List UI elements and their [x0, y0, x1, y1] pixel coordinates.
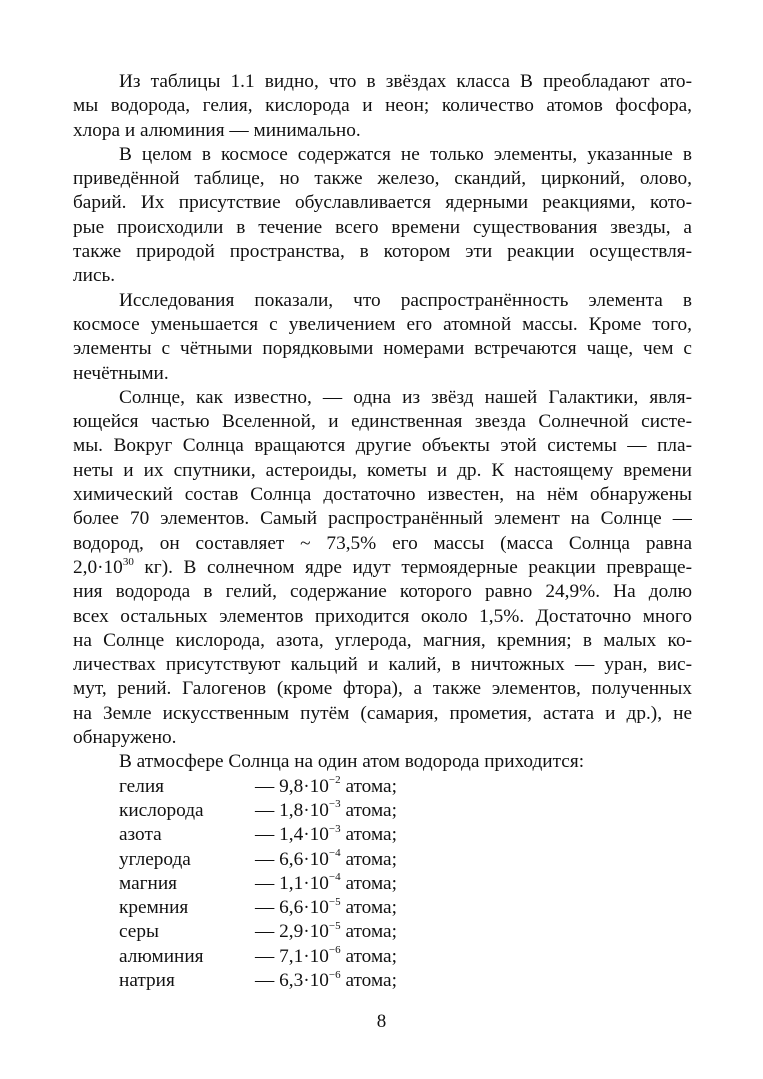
element-value: — $9,8\cdot 10^{-2}$ атома;	[255, 774, 397, 797]
text-line: мы. Вокруг Солнца вращаются другие объекты этой системы — пла-	[73, 435, 692, 457]
element-name: серы	[119, 921, 159, 943]
element-value: — $6,3\cdot 10^{-6}$ атома;	[255, 968, 397, 991]
element-name: алюминия	[119, 945, 204, 967]
text-line: Исследования показали, что распространённость элемента в	[119, 289, 692, 311]
text-line: более 70 элементов. Самый распространённый элемент на Солнце —	[73, 508, 692, 530]
list-item	[73, 799, 692, 823]
element-name: кислорода	[119, 799, 204, 821]
list-item	[73, 969, 692, 993]
element-value: — $1,1\cdot 10^{-4}$ атома;	[255, 871, 397, 894]
paragraph-4	[73, 386, 692, 750]
list-intro: В атмосфере Солнца на один атом водорода приходится:	[119, 751, 585, 773]
text-line: нечётными.	[73, 362, 169, 384]
element-name: натрия	[119, 969, 175, 991]
text-line: всех остальных элементов приходится около 1,5%. Достаточно много	[73, 605, 692, 627]
element-value: — $2,9\cdot 10^{-5}$ атома;	[255, 919, 397, 943]
text-line: барий. Их присутствие обуславливается ядерными реакциями, кото-	[73, 192, 692, 214]
list-item	[73, 872, 692, 896]
mass-exponent: 30	[122, 555, 134, 568]
text-line: В целом в космосе содержатся не только элементы, указанные в	[119, 143, 692, 165]
text-line: также природой пространства, в котором эти реакции осуществля-	[73, 241, 692, 263]
text-line: рые происходили в течение всего времени существования звезды, а	[73, 216, 692, 238]
text-line: мы водорода, гелия, кислорода и неон; количество атомов фосфора,	[73, 95, 692, 117]
mass-base: 2,0·10	[73, 556, 123, 578]
list-item	[73, 896, 692, 920]
list-item	[73, 945, 692, 969]
mass-rest: кг). В солнечном ядре идут термоядерные реакции превраще-	[133, 556, 692, 578]
text-line: Солнце, как известно, — одна из звёзд нашей Галактики, явля-	[119, 386, 692, 408]
text-line: мут, рений. Галогенов (кроме фтора), а также элементов, полученных	[73, 678, 692, 700]
page-text	[73, 70, 692, 993]
paragraph-3	[73, 289, 692, 386]
element-name: магния	[119, 872, 178, 894]
text-line: приведённой таблице, но также железо, скандий, цирконий, олово,	[73, 168, 692, 190]
element-name: азота	[119, 824, 162, 846]
paragraph-2	[73, 143, 692, 289]
text-line: хлора и алюминия — минимально.	[73, 119, 361, 141]
element-value: — $7,1\cdot 10^{-6}$ атома;	[255, 944, 397, 967]
element-name: углерода	[119, 848, 191, 870]
element-value: — $1,4\cdot 10^{-3}$ атома;	[255, 822, 397, 846]
element-name: кремния	[119, 897, 189, 919]
text-line: лись.	[73, 265, 116, 287]
element-value: — $1,8\cdot 10^{-3}$ атома;	[255, 798, 397, 821]
element-list	[73, 775, 692, 994]
text-line: водород, он составляет ~ 73,5% его массы (масса Солнца равна	[73, 532, 692, 554]
text-line: ющейся частью Вселенной, и единственная звезда Солнечной систе-	[73, 411, 692, 433]
text-line: неты и их спутники, астероиды, кометы и др. К настоящему времени	[73, 459, 692, 481]
text-line: элементы с чётными порядковыми номерами встречаются чаще, чем с	[73, 338, 692, 360]
text-line-mass	[73, 556, 692, 580]
text-line: Из таблицы 1.1 видно, что в звёздах класса В преобладают ато-	[119, 71, 692, 92]
list-item	[73, 823, 692, 847]
paragraph-1	[73, 70, 692, 143]
element-value: — $6,6\cdot 10^{-4}$ атома;	[255, 847, 397, 870]
text-line: на Солнце кислорода, азота, углерода, магния, кремния; в малых ко-	[73, 629, 692, 651]
element-value: — $6,6\cdot 10^{-5}$ атома;	[255, 895, 397, 919]
text-line: химический состав Солнца достаточно известен, на нём обнаружены	[73, 484, 692, 506]
text-line: обнаружено.	[73, 727, 177, 749]
page-number: 8	[376, 1011, 387, 1032]
list-item	[73, 920, 692, 944]
text-line: ния водорода в гелий, содержание которого равно 24,9%. На долю	[73, 581, 692, 603]
text-line: на Земле искусственным путём (самария, прометия, астата и др.), не	[73, 702, 692, 724]
text-line: личествах присутствуют кальций и калий, в ничтожных — уран, вис-	[73, 654, 692, 676]
list-item	[73, 775, 692, 799]
text-line: космосе уменьшается с увеличением его атомной массы. Кроме того,	[73, 313, 692, 335]
element-name: гелия	[119, 775, 165, 797]
list-item	[73, 848, 692, 872]
